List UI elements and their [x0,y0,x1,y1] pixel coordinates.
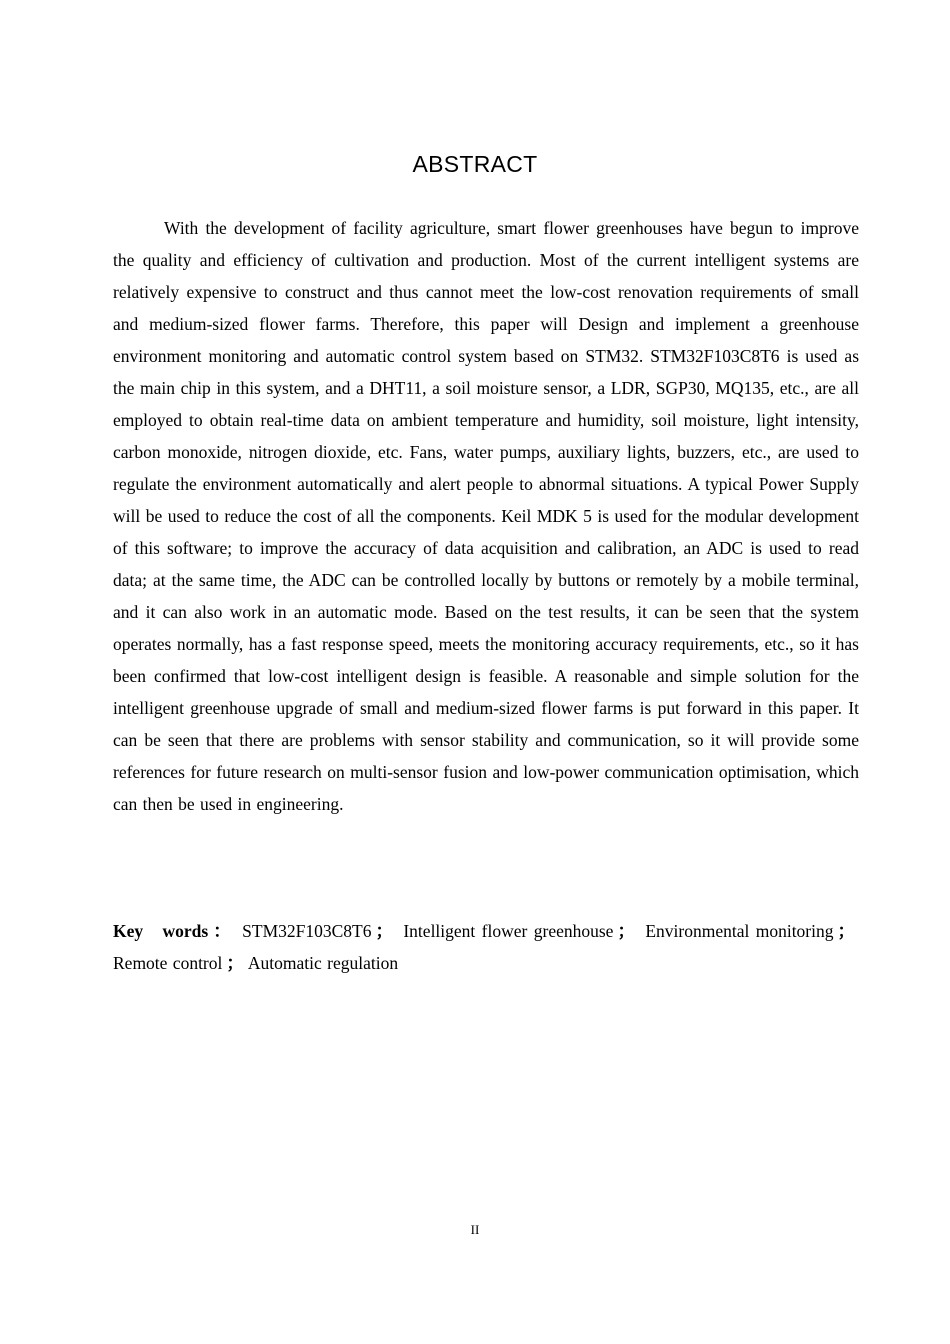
keyword-item: Remote control [113,953,223,973]
keyword-separator: ； [226,953,244,973]
page-number: II [470,1222,480,1237]
abstract-body-paragraph: With the development of facility agriculture, smart flower greenhouses have begun to improve the quality and efficiency of cultivation and production. Most of the current intelligent systems are relatively expensive to construct and thus cannot meet the low-cost renovation requirements of small and medium-sized flower farms. Therefore, this paper will Design and implement a greenhouse environment monitoring and automatic control system based on STM32. STM32F103C8T6 is used as the main chip in this system, and a DHT11, a soil moisture sensor, a LDR, SGP30, MQ135, etc., are all employed to obtain real-time data on ambient temperature and humidity, soil moisture, light intensity, carbon monoxide, nitrogen dioxide, etc. Fans, water pumps, auxiliary lights, buzzers, etc., are used to regulate the environment automatically and alert people to abnormal situations. A typical Power Supply will be used to reduce the cost of all the components. Keil MDK 5 is used for the modular development of this software; to improve the accuracy of data acquisition and calibration, an ADC is used to read data; at the same time, the ADC can be controlled locally by buttons or remotely by a mobile terminal, and it can also work in an automatic mode. Based on the test results, it can be seen that the system operates normally, has a fast response speed, meets the monitoring accuracy requirements, etc., so it has been confirmed that low-cost intelligent design is feasible. A reasonable and simple solution for the intelligent greenhouse upgrade of small and medium-sized flower farms is put forward in this paper. It can be seen that there are problems with sensor stability and communication, so it will provide some references for future research on multi-sensor fusion and low-power communication optimisation, which can then be used in engineering. [113,218,859,814]
keyword-item: STM32F103C8T6 [242,921,372,941]
abstract-title: ABSTRACT [412,151,538,177]
keyword-item: Intelligent flower greenhouse [403,921,614,941]
keywords-label-separator: ： [212,921,232,941]
keywords-paragraph [113,915,859,979]
keyword-separator: ； [837,921,855,941]
keyword-separator: ； [617,921,635,941]
keyword-item: Environmental monitoring [645,921,834,941]
keyword-item: Automatic regulation [247,953,399,973]
keyword-separator: ； [375,921,393,941]
keywords-label: Key words [113,921,209,941]
